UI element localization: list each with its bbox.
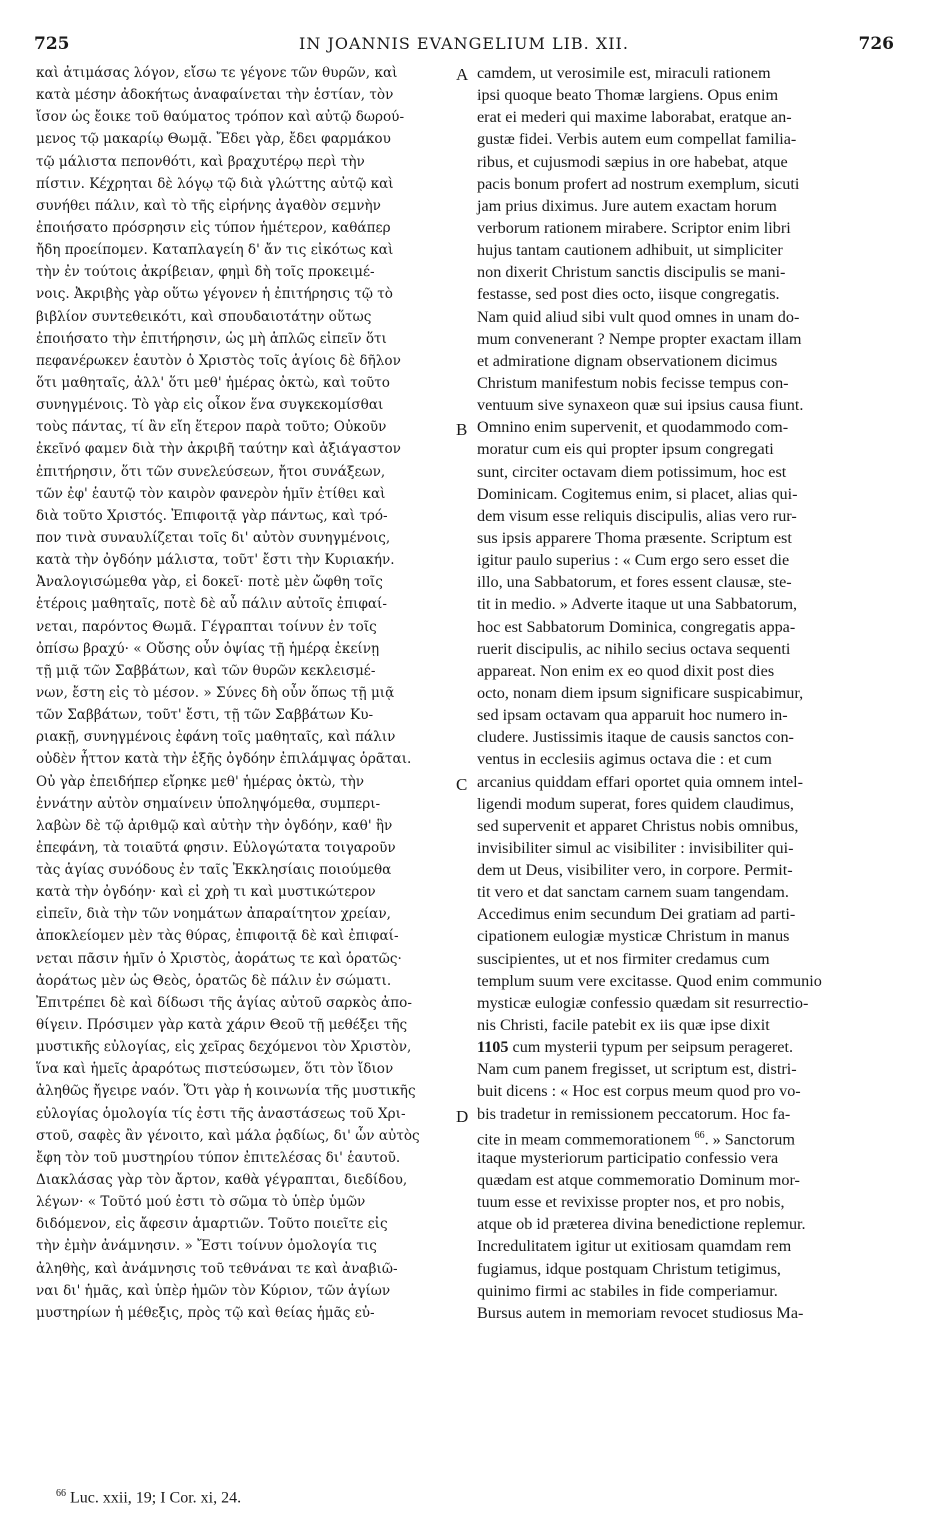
latin-line: Nam cum panem fregisset, ut scriptum est, distri- <box>477 1060 797 1079</box>
latin-line: sunt, circiter octavam diem potissimum, hoc est <box>477 462 787 481</box>
greek-line: συνήθει πάλιν, καὶ τὸ τῆς εἰρήνης ἀγαθὸν σεμνὴν <box>36 197 381 214</box>
greek-line: μυστηρίων ἡ μέθεξις, πρὸς τῷ καὶ θείας ἡμᾶς εὐ- <box>36 1304 375 1321</box>
margin-marker-c: C <box>456 775 468 794</box>
latin-line: invisibiliter simul ac visibiliter : invisibiliter qui- <box>477 838 794 857</box>
margin-marker-b: B <box>456 420 468 439</box>
latin-line: atque ob id præterea divina benedictione replemur. <box>477 1215 806 1234</box>
latin-line: fugiamus, idque postquam Christum tetigimus, <box>477 1259 781 1278</box>
latin-line: Christum manifestum nobis fecisse tempus con- <box>477 373 789 392</box>
greek-line: θίγειν. Πρόσιμεν γὰρ κατὰ χάριν Θεοῦ τῇ μεθέξει τῆς <box>36 1017 408 1034</box>
greek-line: ἐπεφάνη, τὰ τοιαῦτά φησιν. Εὐλογώτατα τοιγαροῦν <box>36 839 396 856</box>
latin-line: erat ei mederi qui maxime laborabat, eratque an- <box>477 108 792 127</box>
latin-line: ribus, et cujusmodi sæpius in ore habebat, atque <box>477 152 788 171</box>
greek-line: Ἀναλογισώμεθα γὰρ, εἰ δοκεῖ· ποτὲ μὲν ὤφθη τοῖς <box>36 574 383 591</box>
latin-line-text: cite in meam commemorationem <box>477 1130 695 1149</box>
latin-line: tit in medio. » Adverte itaque ut una Sabbatorum, <box>477 595 798 614</box>
greek-line: ἐποιήσατο πρόσρησιν εἰς τύπον ἡμέτερον, καθάπερ <box>36 219 391 236</box>
latin-line: moratur cum eis qui propter ipsum congregati <box>477 440 774 459</box>
latin-line: hoc est Sabbatorum Dominica, congregatis appa- <box>477 617 796 636</box>
latin-line <box>477 1036 891 1058</box>
latin-line: ruerit discipulis, ac nihilo secius octava sequenti <box>477 639 791 658</box>
latin-line: itaque mysteriorum participatio confessio vera <box>477 1148 779 1167</box>
latin-line: ventus in ecclesiis agimus octava die : et cum <box>477 750 772 769</box>
greek-line: τὴν ἐν τούτοις ἀκρίβειαν, φημὶ δὴ τοῖς προκειμέ- <box>36 264 375 281</box>
greek-line: τῇ μιᾷ τῶν Σαββάτων, καὶ τῶν θυρῶν κεκλεισμέ- <box>36 662 376 679</box>
latin-line: cipationem eulogiæ mysticæ Christum in manus <box>477 927 790 946</box>
latin-line: sed ipsam octavam qua apparuit hoc numero in- <box>477 706 788 725</box>
greek-line: ἀληθῶς ἤγειρε ναόν. Ὅτι γὰρ ἡ κοινωνία τῆς μυστικῆς <box>36 1083 416 1100</box>
greek-line: εὐλογίας ὁμολογία τίς ἐστι τῆς ἀναστάσεως τοῦ Χρι- <box>36 1105 406 1122</box>
greek-line: λέγων· « Τοῦτό μού ἐστι τὸ σῶμα τὸ ὑπὲρ ὑμῶν <box>36 1194 366 1211</box>
latin-line: sus ipsis apparere Thoma præsente. Scriptum est <box>477 528 792 547</box>
latin-line: illo, una Sabbatorum, et fores essent clausæ, ste- <box>477 573 792 592</box>
latin-line: dem visum esse reliquis discipulis, alias vero rur- <box>477 506 797 525</box>
latin-line: quinimo firmi ac stabiles in fide comperiamur. <box>477 1281 778 1300</box>
greek-line: εἰπεῖν, διὰ τὴν τῶν νοημάτων ἀπαραίτητον χρείαν, <box>36 906 391 923</box>
latin-line: dem ut Deus, visibiliter vero, in corpore. Permit- <box>477 861 793 880</box>
greek-line: ἐννάτην αὐτὸν σημαίνειν ὑποληψόμεθα, συμπερι- <box>36 795 381 812</box>
latin-line: buit dicens : « Hoc est corpus meum quod pro vo- <box>477 1082 801 1101</box>
page-header <box>34 34 894 60</box>
greek-line: ναι δι' ἡμᾶς, καὶ ὑπὲρ ἡμῶν τὸν Κύριον, τῶν ἁγίων <box>36 1282 391 1299</box>
greek-line: τὰς ἁγίας συνόδους ἐν ταῖς Ἐκκλησίαις ποιούμεθα <box>36 862 392 879</box>
latin-line: igitur paulo superius : « Cum ergo sero esset die <box>477 551 790 570</box>
greek-line: ἀποκλείομεν μὲν τὰς θύρας, ἐπιφοιτᾷ δὲ καὶ ἐπιφαί- <box>36 928 399 945</box>
greek-line: Οὐ γὰρ ἐπειδήπερ εἴρηκε μεθ' ἡμέρας ὀκτὼ, τὴν <box>36 773 365 790</box>
latin-line: camdem, ut verosimile est, miraculi rationem <box>477 64 771 82</box>
greek-line: ἤδη προείπομεν. Καταπλαγείη δ' ἄν τις εἰκότως καὶ <box>36 242 394 259</box>
latin-line: Accedimus enim secundum Dei gratiam ad parti- <box>477 905 796 924</box>
greek-line: τὴν ἐμὴν ἀνάμνησιν. » Ἔστι τοίνυν ὁμολογία τις <box>36 1238 377 1255</box>
latin-line <box>477 1125 891 1147</box>
greek-line: ὀπίσω βραχύ· « Οὔσης οὖν ὀψίας τῇ ἡμέρᾳ ἐκείνῃ <box>36 640 380 657</box>
running-title: IN JOANNIS EVANGELIUM LIB. XII. <box>299 34 629 53</box>
latin-line: templum suum vere excitasse. Quod enim communio <box>477 971 822 990</box>
latin-line: ipsi quoque beato Thomæ largiens. Opus enim <box>477 86 779 105</box>
greek-line: ριακῇ, συνηγμένοις ἐφάνη τοῖς μαθηταῖς, καὶ πάλιν <box>36 729 396 746</box>
latin-line: gustæ fidei. Verbis autem eum compellat familia- <box>477 130 797 149</box>
latin-line: quædam est atque commemoratio Dominum mor- <box>477 1171 800 1190</box>
greek-line: νοις. Ἀκριβὴς γὰρ οὕτω γέγονεν ἡ ἐπιτήρησις τῷ τὸ <box>36 286 393 303</box>
latin-line: suscipientes, ut et nos firmiter credamus cum <box>477 949 770 968</box>
greek-column <box>36 62 456 1324</box>
greek-line: κατὰ τὴν ὀγδόην· καὶ εἰ χρὴ τι καὶ μυστικώτερον <box>36 884 376 901</box>
page-number-left: 725 <box>34 34 70 54</box>
page-number-right: 726 <box>858 34 894 54</box>
greek-line: τοὺς πάντας, τί ἂν εἴη ἕτερον παρὰ τοῦτο; Οὐκοῦν <box>36 419 387 436</box>
greek-line: διδόμενον, εἰς ἄφεσιν ἁμαρτιῶν. Τοῦτο ποιεῖτε εἰς <box>36 1216 388 1233</box>
greek-line: τῶν Σαββάτων, τοῦτ' ἔστι, τῇ τῶν Σαββάτων Κυ- <box>36 707 374 724</box>
latin-line: pacis bonum profert ad nostrum exemplum, sicuti <box>477 174 800 193</box>
latin-line: tuum esse et revixisse propter nos, et pro nobis, <box>477 1193 785 1212</box>
latin-line: Bursus autem in memoriam revocet studiosus Ma- <box>477 1303 804 1322</box>
latin-line: Incredulitatem igitur ut exitiosam quamdam rem <box>477 1237 792 1256</box>
greek-line: ἀοράτως μὲν ὡς Θεὸς, ὁρατῶς δὲ πάλιν ἐν σώματι. <box>36 972 392 989</box>
latin-line: Omnino enim supervenit, et quodammodo com- <box>477 418 789 437</box>
margin-marker-a: A <box>456 65 469 84</box>
latin-line: Nam quid aliud sibi vult quod omnes in unam do- <box>477 307 800 326</box>
latin-line: jam prius diximus. Jure autem exactam horum <box>477 196 777 215</box>
latin-line: mum convenerant ? Nempe propter exactam illam <box>477 329 802 348</box>
greek-line: μυστικῆς εὐλογίας, εἰς χεῖρας δεχόμενοι τὸν Χριστὸν, <box>36 1039 412 1056</box>
greek-line: Διακλάσας γὰρ τὸν ἄρτον, καθὰ γέγραπται, διεδίδου, <box>36 1172 408 1189</box>
latin-line: tit vero et dat sanctam carnem suam tangendam. <box>477 883 789 902</box>
greek-line: στοῦ, σαφὲς ἂν γένοιτο, καὶ μάλα ῥᾳδίως, δι' ὧν αὐτὸς <box>36 1127 420 1144</box>
greek-line: ἑτέροις μαθηταῖς, ποτὲ δὲ αὖ πάλιν αὐτοῖς ἐπιφαί- <box>36 596 387 613</box>
greek-line: διὰ τοῦτο Χριστός. Ἐπιφοιτᾷ γὰρ πάντως, καὶ τρό- <box>36 507 388 524</box>
greek-line: ἴσον ὡς ἔοικε τοῦ θαύματος τρόπον καὶ αὐτῷ δωρού- <box>36 109 405 126</box>
latin-line-tail: . » Sanctorum <box>704 1130 795 1149</box>
greek-line: κατὰ τὴν ὀγδόην μάλιστα, τοῦτ' ἔστι τὴν Κυριακήν. <box>36 552 395 569</box>
latin-line: octo, nonam diem ipsum significare suspicabimur, <box>477 683 804 702</box>
greek-line: πον τινὰ συναυλίζεται τοῖς δι' αὐτὸν συνηγμένοις, <box>36 529 391 546</box>
latin-line: bis tradetur in remissionem peccatorum. Hoc fa- <box>477 1104 791 1123</box>
latin-line: nis Christi, facile patebit ex iis quæ ipse dixit <box>477 1016 770 1035</box>
latin-line: hujus tantam cautionem adhibuit, ut simpliciter <box>477 241 783 260</box>
latin-column <box>477 62 891 1324</box>
greek-line: ἀληθὴς, καὶ ἀνάμνησις τοῦ τεθνάναι τε καὶ ἀναβιῶ- <box>36 1260 398 1277</box>
greek-line: καὶ ἀτιμάσας λόγον, εἴσω τε γέγονε τῶν θυρῶν, καὶ <box>36 65 398 81</box>
margin-marker-d: D <box>456 1107 469 1126</box>
greek-line: μενος τῷ μακαρίῳ Θωμᾷ. Ἔδει γὰρ, ἔδει φαρμάκου <box>36 131 391 148</box>
greek-line: τῶν ἐφ' ἑαυτῷ τὸν καιρὸν φανερὸν ἡμῖν ἐτίθει καὶ <box>36 485 386 502</box>
latin-line: Dominicam. Cogitemus enim, si placet, alias qui- <box>477 484 798 503</box>
greek-line: ὅτι μαθηταῖς, ἀλλ' ὅτι μεθ' ἡμέρας ὀκτὼ, καὶ τοῦτο <box>36 374 390 391</box>
footnote-text: Luc. xxii, 19; I Cor. xi, 24. <box>70 1489 242 1507</box>
greek-line: ἐκεῖνό φαμεν διὰ τὴν ἀκριβῆ ταύτην καὶ ἀξιάγαστον <box>36 441 401 458</box>
latin-line: ventuum sive synaxeon quæ sui ipsius causa fiunt. <box>477 396 804 415</box>
footnote-reference: 66 <box>694 1129 705 1141</box>
greek-line: πεφανέρωκεν ἑαυτὸν ὁ Χριστὸς τοῖς ἁγίοις δὲ δῆλον <box>36 352 401 369</box>
greek-line: συνηγμένοις. Τὸ γὰρ εἰς οἶκον ἕνα συγκεκομίσθαι <box>36 397 384 414</box>
greek-line: νεται, παρόντος Θωμᾶ. Γέγραπται τοίνυν ἐν τοῖς <box>36 618 377 635</box>
greek-line: λαβὼν δὲ τῷ ἀριθμῷ καὶ αὐτὴν τὴν ὀγδόην, καθ' ἣν <box>36 817 393 834</box>
greek-line: βιβλίον συντεθεικότι, καὶ σπουδαιοτάτην οὕτως <box>36 308 372 325</box>
footnote <box>56 1488 241 1507</box>
latin-line: cludere. Justissimis itaque de causis sanctos con- <box>477 728 794 747</box>
latin-line: appareat. Non enim ex eo quod dixit post dies <box>477 661 775 680</box>
latin-line: festasse, sed post dies octo, iisque congregatis. <box>477 285 780 304</box>
latin-line: verborum rationem mirabere. Scriptor enim libri <box>477 218 791 237</box>
greek-line: ἵνα καὶ ἡμεῖς ἀραρότως πιστεύσωμεν, ὅτι τὸν ἴδιον <box>36 1061 394 1078</box>
latin-line: arcanius quiddam effari oportet quia omnem intel- <box>477 772 804 791</box>
column-number: 1105 <box>477 1038 513 1057</box>
latin-line: et admiratione dignam observationem dicimus <box>477 351 778 370</box>
footnote-number: 66 <box>56 1488 66 1499</box>
greek-line: νεται πᾶσιν ἡμῖν ὁ Χριστὸς, ἀοράτως τε καὶ ὁρατῶς· <box>36 950 402 967</box>
greek-line: πίστιν. Κέχρηται δὲ λόγῳ τῷ διὰ γλώττης αὐτῷ καὶ <box>36 175 394 192</box>
latin-line-text: cum mysterii typum per seipsum perageret. <box>512 1038 794 1057</box>
greek-line: τῷ μάλιστα πεπονθότι, καὶ βραχυτέρῳ περὶ τὴν <box>36 153 365 170</box>
latin-line: sed supervenit et apparet Christus nobis omnibus, <box>477 816 799 835</box>
latin-line: mysticæ eulogiæ confessio quædam sit resurrectio- <box>477 993 809 1012</box>
greek-line: νων, ἔστη εἰς τὸ μέσον. » Σύνες δὴ οὖν ὅπως τῇ μιᾷ <box>36 684 395 701</box>
greek-line: ἐποιήσατο τὴν ἐπιτήρησιν, ὡς μὴ ἁπλῶς εἰπεῖν ὅτι <box>36 330 387 347</box>
greek-line: ἔφη τὸν τοῦ μυστηρίου τύπον ἐπιτελέσας δι' ἑαυτοῦ. <box>36 1149 401 1166</box>
greek-line: ἐπιτήρησιν, ὅτι τῶν συνελεύσεων, ἤτοι συνάξεων, <box>36 463 386 480</box>
latin-line: ligendi modum superat, fores quidem claudimus, <box>477 794 794 813</box>
greek-line: οὐδὲν ἧττον κατὰ τὴν ἑξῆς ὀγδόην ἐπιλάμψας ὁρᾶται. <box>36 751 412 768</box>
greek-line: Ἐπιτρέπει δὲ καὶ δίδωσι τῆς ἁγίας αὐτοῦ σαρκὸς ἀπο- <box>36 994 412 1011</box>
greek-line: κατὰ μέσην ἀδοκήτως ἀναφαίνεται τὴν ἑστίαν, τὸν <box>36 87 394 104</box>
latin-line: non dixerit Christum sanctis discipulis se mani- <box>477 263 786 282</box>
